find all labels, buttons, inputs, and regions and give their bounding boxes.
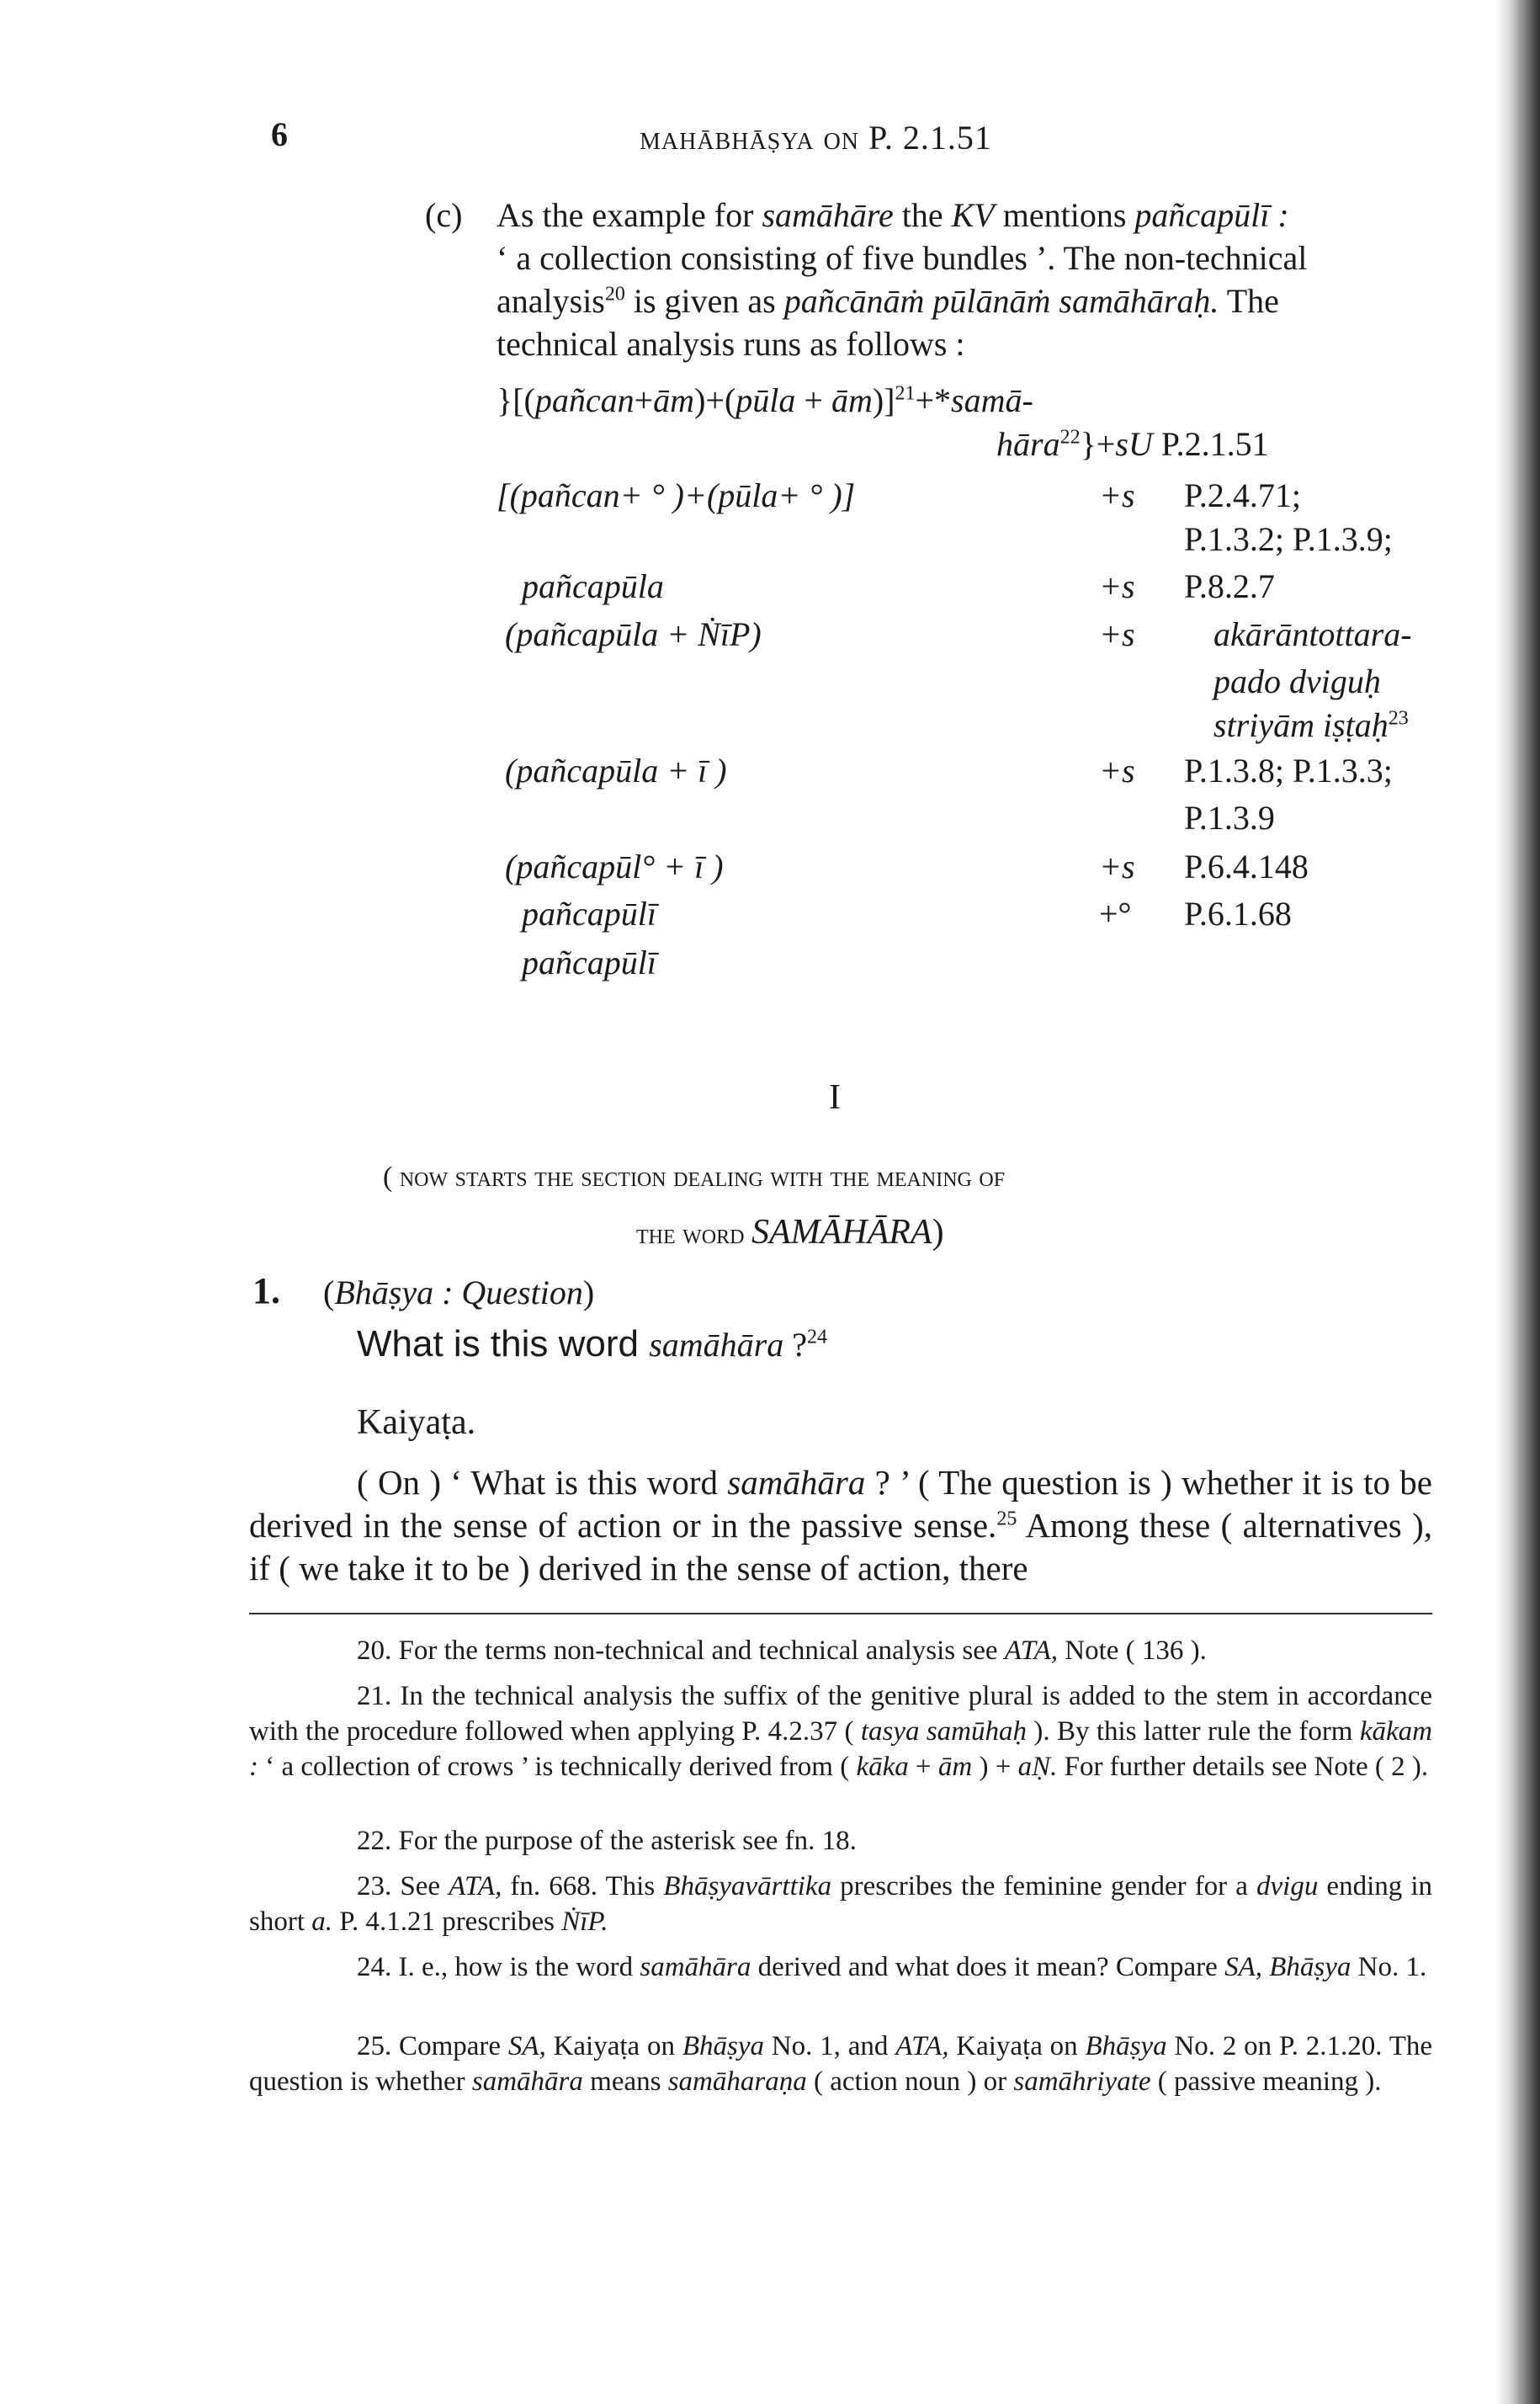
derivation-op — [1099, 476, 1135, 515]
derivation-left — [505, 847, 724, 886]
text-run: samāhāra — [640, 1952, 751, 1982]
text-run: + — [634, 381, 654, 419]
text-run: ) + — [972, 1752, 1018, 1782]
footnote-20 — [249, 1633, 1432, 1668]
text-run: )] — [872, 381, 895, 419]
header-title-prefix: mahābhāṣya on — [640, 119, 860, 157]
text-run: + — [795, 381, 831, 419]
section-c-label: (c) — [425, 196, 463, 234]
footnote-ref-21: 21 — [895, 382, 916, 405]
text-run: No. 2 on P. 2.1.20. The question is whether — [249, 2031, 1433, 2097]
text-run: +s — [1099, 752, 1135, 790]
text-run: SA, — [507, 2031, 546, 2061]
footnote-24 — [249, 1949, 1432, 1985]
text-run: KV — [951, 196, 995, 234]
text-run: samāhāra — [649, 1326, 784, 1364]
text-run: P.2.1.51 — [1160, 425, 1269, 463]
derivation-left — [505, 614, 762, 654]
section-heading-line-1: ( now starts the section dealing with the meaning of — [383, 1162, 1006, 1193]
text-run: As the example for — [497, 196, 762, 234]
text-run: ATA, — [449, 1871, 502, 1901]
footnote-ref-25: 25 — [996, 1508, 1017, 1530]
text-run: + — [908, 1752, 938, 1782]
text-run: striyām iṣṭaḥ — [1213, 706, 1389, 744]
text-run: Bhāṣya — [1085, 2031, 1167, 2061]
text-run: ATA, — [1004, 1635, 1058, 1666]
footnote-25 — [249, 2029, 1432, 2099]
text-run: No. 1, and — [763, 2031, 896, 2061]
question-text — [357, 1323, 827, 1365]
footnote-ref-22: 22 — [1059, 426, 1081, 449]
text-run: samāhriyate — [1013, 2066, 1151, 2097]
text-run: dvigu — [1256, 1871, 1319, 1901]
derivation-op — [1099, 751, 1135, 790]
text-run: }+ — [1080, 425, 1116, 463]
derivation-rule: P.6.4.148 — [1184, 848, 1309, 886]
text-run: The — [1219, 282, 1279, 320]
section-roman-numeral: I — [829, 1078, 841, 1117]
text-run: a. — [311, 1907, 332, 1937]
text-run: For further details see Note ( 2 ). — [1057, 1752, 1429, 1782]
text-run: )+( — [694, 381, 736, 419]
text-run: Kaiyaṭa on — [948, 2031, 1086, 2061]
text-run: Kaiyaṭa on — [545, 2031, 682, 2061]
text-run: ( passive meaning ). — [1150, 2066, 1382, 2097]
text-run: 23. See — [357, 1871, 449, 1901]
derivation-left — [505, 751, 727, 790]
text-run: ām — [937, 1752, 973, 1782]
derivation-left — [522, 566, 664, 606]
section-c-line-4: technical analysis runs as follows : — [497, 325, 965, 363]
footnote-separator — [249, 1613, 1432, 1614]
analysis-row-1 — [497, 380, 1033, 420]
derivation-op — [1099, 566, 1135, 606]
text-run: pañcapūla — [522, 567, 664, 605]
text-run: ( On ) ‘ What is this word — [357, 1463, 728, 1502]
text-run: kākam : — [249, 1716, 1432, 1782]
derivation-rule — [1213, 614, 1412, 654]
running-header — [640, 118, 992, 157]
text-run: the word — [636, 1219, 751, 1250]
text-run: ? — [783, 1326, 808, 1364]
derivation-left — [522, 943, 656, 982]
text-run: +s — [1099, 476, 1135, 514]
section-c-line-1 — [497, 195, 1289, 235]
text-run: samāhāre — [762, 196, 894, 234]
text-run: ‘ a collection of crows ’ is technically derived from ( — [258, 1752, 857, 1782]
text-run: +* — [915, 381, 952, 419]
text-run: ām — [653, 381, 695, 419]
text-run: samā- — [951, 381, 1033, 419]
derivation-op — [1099, 614, 1135, 654]
text-run: samāharaṇa — [667, 2066, 807, 2097]
section-c-line-3 — [497, 281, 1279, 321]
footnote-ref-23: 23 — [1388, 707, 1409, 730]
kaiyata-title: Kaiyaṭa. — [357, 1403, 476, 1442]
text-run: ? ’ ( The question is ) whether it is to be derived in the sense of action or in the passive sense. — [249, 1463, 1432, 1545]
text-run: 25. Compare — [357, 2031, 508, 2061]
text-run: ending in short — [249, 1871, 1433, 1937]
text-run: pañcapūlī — [522, 895, 656, 933]
text-run: P. 4.1.21 prescribes — [332, 1907, 562, 1937]
text-run: ṄīP. — [561, 1907, 608, 1937]
text-run: [(pañcan+ ° )+(pūla+ ° )] — [497, 476, 856, 514]
text-run: pañcapūlī — [522, 944, 656, 981]
text-run: SAMĀHĀRA — [751, 1213, 932, 1252]
text-run: pūla — [735, 381, 796, 419]
derivation-rule — [1213, 705, 1409, 745]
text-run: the — [893, 196, 952, 234]
text-run: SA, Bhāṣya — [1224, 1952, 1351, 1982]
text-run: pañcapūlī : — [1134, 196, 1289, 234]
derivation-left — [497, 476, 855, 515]
question-number: 1. — [252, 1270, 280, 1311]
text-run: Among these ( alternatives ), if ( we take it to be ) derived in the sense of action, there — [249, 1506, 1432, 1588]
text-run: kāka — [856, 1752, 909, 1782]
footnote-22: 22. For the purpose of the asterisk see fn. 18. — [357, 1826, 857, 1856]
text-run: akārāntottara- — [1213, 615, 1412, 653]
derivation-rule — [1213, 662, 1381, 701]
text-run: ) — [932, 1213, 944, 1252]
footnote-23 — [249, 1869, 1432, 1939]
text-run: hāra — [996, 425, 1060, 463]
footnote-ref-20: 20 — [604, 283, 625, 306]
text-run: samāhāra — [727, 1463, 866, 1502]
derivation-rule: P.1.3.8; P.1.3.3; — [1184, 752, 1393, 790]
derivation-left — [522, 894, 656, 933]
text-run: pado dviguḥ — [1213, 662, 1381, 700]
text-run: What is this word — [357, 1323, 650, 1364]
section-heading-line-2 — [636, 1212, 944, 1253]
text-run: (pañcapūl° + ī ) — [505, 848, 724, 886]
text-run: analysis — [497, 282, 605, 320]
text-run: Bhāṣya — [682, 2031, 764, 2061]
text-run: is given as — [624, 282, 784, 320]
text-run: No. 1. — [1351, 1952, 1427, 1982]
text-run: pañcan — [534, 381, 635, 419]
derivation-rule: P.8.2.7 — [1184, 567, 1275, 605]
kaiyata-paragraph — [249, 1461, 1432, 1590]
derivation-rule: P.1.3.9 — [1184, 799, 1275, 837]
text-run: pañcānāṁ pūlānāṁ samāhāraḥ. — [783, 282, 1219, 320]
text-run: samāhāra — [471, 2066, 583, 2097]
footnote-ref-24: 24 — [807, 1326, 828, 1348]
text-run: means — [582, 2066, 668, 2097]
text-run: ( action noun ) or — [806, 2066, 1014, 2097]
derivation-rule: P.6.1.68 — [1184, 895, 1292, 933]
analysis-row-1-cont — [996, 424, 1269, 464]
text-run: aṆ. — [1017, 1752, 1058, 1782]
text-run: tasya samūhaḥ — [860, 1716, 1027, 1747]
text-run: +s — [1099, 567, 1135, 605]
text-run: 20. For the terms non-technical and technical analysis see — [357, 1635, 1005, 1666]
derivation-op — [1099, 847, 1135, 886]
text-run: sU — [1115, 425, 1153, 463]
text-run: ) — [582, 1274, 595, 1311]
page-edge-shadow — [1496, 0, 1540, 2404]
section-c-line-2: ‘ a collection consisting of five bundles ’. The non-technical — [497, 239, 1308, 277]
text-run: (pañcapūla + ī ) — [505, 752, 727, 790]
text-run: ATA, — [895, 2031, 949, 2061]
text-run: 24. I. e., how is the word — [357, 1952, 640, 1982]
footnote-21 — [249, 1678, 1432, 1784]
text-run: }[( — [497, 381, 535, 419]
derivation-rule: P.2.4.71; — [1184, 476, 1301, 514]
text-run: 21. In the technical analysis the suffix of the genitive plural is added to the stem in accordance with the procedure followed when applying P. 4.2.37 ( — [249, 1681, 1432, 1747]
text-run: ām — [831, 381, 873, 419]
header-title-rule: P. 2.1.51 — [868, 119, 992, 157]
text-run: +s — [1099, 848, 1135, 886]
text-run: derived and what does it mean? Compare — [751, 1952, 1225, 1982]
text-run: Note ( 136 ). — [1058, 1635, 1207, 1666]
text-run: Bhāṣya : Question — [334, 1274, 583, 1311]
text-run: mentions — [994, 196, 1135, 234]
text-run: ( — [323, 1274, 335, 1311]
question-label — [323, 1273, 594, 1312]
text-run: +s — [1099, 615, 1135, 653]
page-number: 6 — [271, 115, 288, 153]
derivation-rule: P.1.3.2; P.1.3.9; — [1184, 520, 1393, 558]
text-run: Bhāṣyavārttika — [663, 1871, 832, 1901]
derivation-op: +° — [1099, 895, 1132, 933]
text-run: (pañcapūla + ṄīP) — [505, 615, 762, 653]
text-run: fn. 668. This — [502, 1871, 664, 1901]
text-run: prescribes the feminine gender for a — [831, 1871, 1257, 1901]
text-run: ). By this latter rule the form — [1027, 1716, 1360, 1747]
